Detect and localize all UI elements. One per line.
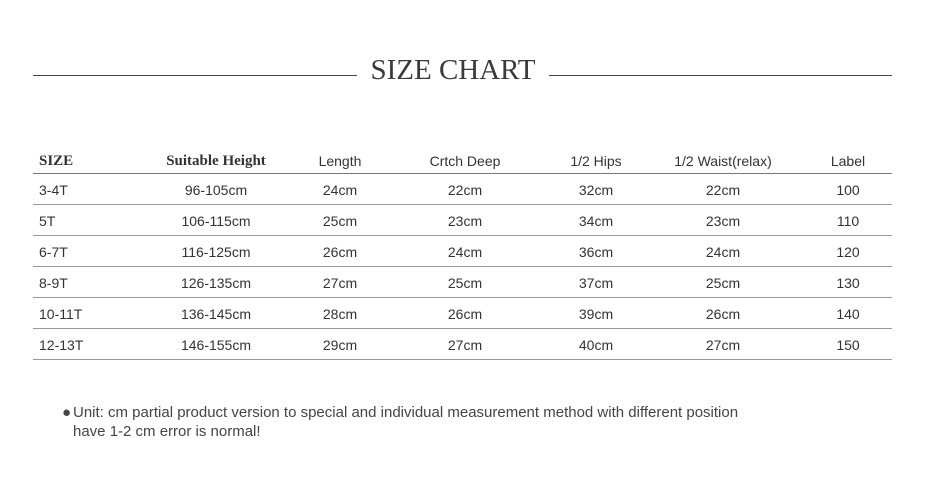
title-row bbox=[33, 52, 892, 96]
cell-crotch-deep: 24cm bbox=[447, 244, 483, 260]
cell-length: 28cm bbox=[322, 306, 358, 322]
table-row bbox=[33, 298, 892, 329]
size-chart-table bbox=[33, 145, 892, 360]
cell-half-waist: 23cm bbox=[705, 213, 741, 229]
cell-half-hips: 36cm bbox=[578, 244, 614, 260]
cell-half-waist: 24cm bbox=[705, 244, 741, 260]
note-line-2: have 1-2 cm error is normal! bbox=[73, 423, 261, 440]
cell-length: 26cm bbox=[322, 244, 358, 260]
cell-suitable-height: 136-145cm bbox=[180, 306, 252, 322]
cell-half-waist: 22cm bbox=[705, 182, 741, 198]
header-suitable-height: Suitable Height bbox=[166, 153, 266, 169]
cell-half-hips: 37cm bbox=[578, 275, 614, 291]
cell-half-waist: 27cm bbox=[705, 337, 741, 353]
page-title: SIZE CHART bbox=[370, 54, 536, 86]
table-row bbox=[33, 236, 892, 267]
cell-suitable-height: 106-115cm bbox=[181, 213, 251, 229]
table-header-row bbox=[33, 145, 892, 174]
cell-suitable-height: 116-125cm bbox=[181, 244, 251, 260]
header-half-hips: 1/2 Hips bbox=[570, 153, 622, 169]
cell-label: 120 bbox=[836, 244, 860, 260]
cell-half-hips: 39cm bbox=[578, 306, 614, 322]
cell-half-hips: 32cm bbox=[578, 182, 614, 198]
cell-suitable-height: 96-105cm bbox=[184, 182, 248, 198]
cell-half-waist: 25cm bbox=[705, 275, 741, 291]
header-crotch-deep: Crtch Deep bbox=[429, 153, 501, 169]
cell-half-hips: 40cm bbox=[578, 337, 614, 353]
bullet-icon: ● bbox=[62, 404, 72, 421]
cell-length: 25cm bbox=[322, 213, 358, 229]
cell-half-waist: 26cm bbox=[705, 306, 741, 322]
cell-length: 24cm bbox=[322, 182, 358, 198]
table-row bbox=[33, 205, 892, 236]
cell-label: 140 bbox=[836, 306, 860, 322]
cell-size: 5T bbox=[39, 213, 56, 229]
cell-size: 3-4T bbox=[39, 182, 68, 198]
header-label: Label bbox=[830, 153, 866, 169]
cell-length: 27cm bbox=[322, 275, 358, 291]
cell-label: 130 bbox=[836, 275, 860, 291]
cell-crotch-deep: 25cm bbox=[447, 275, 483, 291]
title-divider-left bbox=[33, 75, 357, 76]
cell-size: 8-9T bbox=[39, 275, 68, 291]
cell-crotch-deep: 23cm bbox=[447, 213, 483, 229]
cell-label: 110 bbox=[836, 213, 860, 229]
cell-half-hips: 34cm bbox=[578, 213, 614, 229]
table-row bbox=[33, 267, 892, 298]
cell-label: 100 bbox=[836, 182, 860, 198]
cell-suitable-height: 126-135cm bbox=[180, 275, 252, 291]
cell-size: 6-7T bbox=[39, 244, 68, 260]
cell-crotch-deep: 22cm bbox=[447, 182, 483, 198]
title-divider-right bbox=[549, 75, 892, 76]
cell-crotch-deep: 27cm bbox=[447, 337, 483, 353]
table-row bbox=[33, 174, 892, 205]
cell-label: 150 bbox=[836, 337, 860, 353]
table-row bbox=[33, 329, 892, 360]
header-half-waist: 1/2 Waist(relax) bbox=[674, 153, 772, 169]
measurement-note bbox=[62, 403, 822, 441]
cell-crotch-deep: 26cm bbox=[447, 306, 483, 322]
header-size: SIZE bbox=[39, 153, 74, 169]
cell-size: 12-13T bbox=[39, 337, 84, 353]
cell-suitable-height: 146-155cm bbox=[180, 337, 252, 353]
note-line-1: Unit: cm partial product version to special and individual measurement method with different position bbox=[73, 404, 739, 421]
cell-size: 10-11T bbox=[39, 306, 83, 322]
cell-length: 29cm bbox=[322, 337, 358, 353]
header-length: Length bbox=[318, 153, 362, 169]
